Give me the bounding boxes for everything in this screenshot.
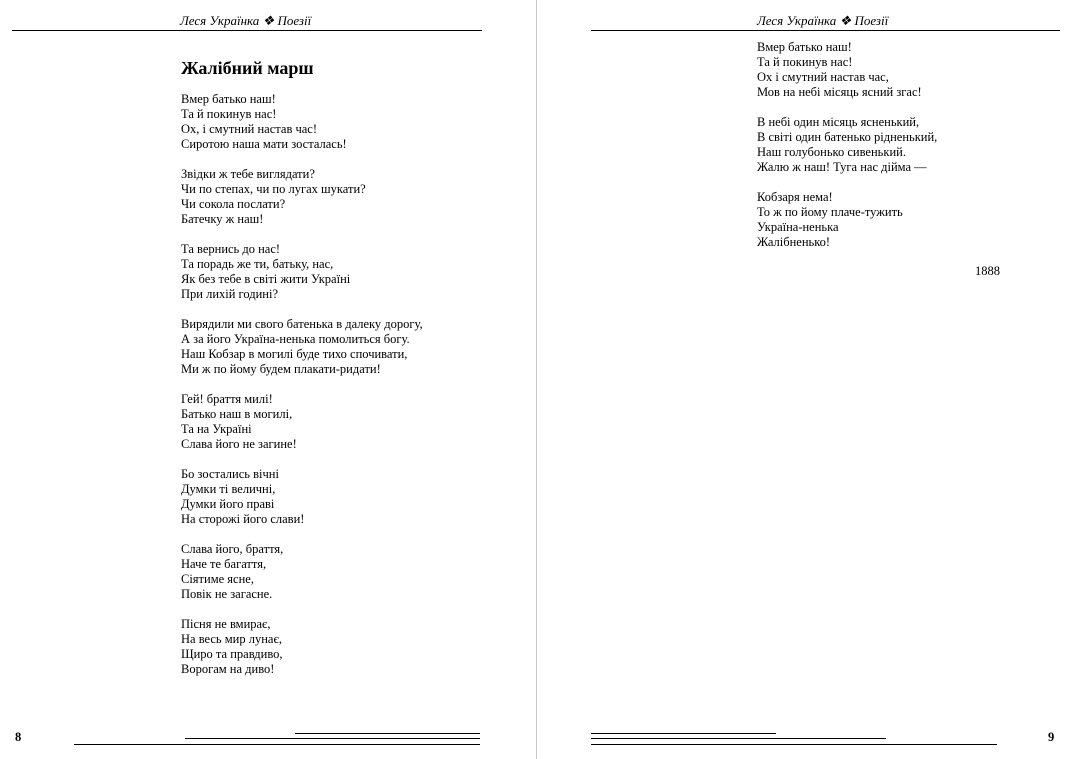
stanza — [181, 617, 423, 677]
verse-line: Наш Кобзар в могилі буде тихо спочивати, — [181, 347, 408, 361]
footer-rule-upper — [591, 733, 776, 734]
verse-line: Ох і смутний настав час, — [757, 70, 889, 84]
verse-line: Наче те багаття, — [181, 557, 267, 571]
stanza — [181, 542, 423, 602]
verse-line: Щиро та правдиво, — [181, 647, 283, 661]
left-page — [0, 0, 536, 759]
verse-line: Та порадь же ти, батьку, нас, — [181, 257, 334, 271]
verse-line: Бо зостались вічні — [181, 467, 279, 481]
verse-line: В світі один батенько рідненький, — [757, 130, 938, 144]
verse-line: Сиротою наша мати зосталась! — [181, 137, 347, 151]
verse-line: Ох, і смутний настав час! — [181, 122, 318, 136]
footer-rule-lower — [295, 738, 480, 739]
running-head: Леся Українка ❖ Поезії — [757, 13, 889, 28]
verse-line: Та й покинув нас! — [181, 107, 277, 121]
verse-line: Слава його не загине! — [181, 437, 297, 451]
verse-line: На сторожі його слави! — [181, 512, 305, 526]
page-number: 8 — [15, 730, 22, 744]
verse-line: Батечку ж наш! — [181, 212, 264, 226]
footer-rule-long — [591, 744, 997, 745]
footer-rule-lower — [591, 738, 886, 739]
stanza — [181, 467, 423, 527]
right-page — [537, 0, 1073, 759]
verse-line: Та на Україні — [181, 422, 252, 436]
verse-line: Україна-ненька — [757, 220, 839, 234]
verse-line: Звідки ж тебе виглядати? — [181, 167, 315, 181]
verse-line: То ж по йому плаче-тужить — [757, 205, 903, 219]
verse-line: Ворогам на диво! — [181, 662, 275, 676]
poem-title: Жалібний марш — [181, 58, 314, 78]
page-number: 9 — [1048, 730, 1055, 744]
verse-line: Вмер батько наш! — [757, 40, 852, 54]
verse-line: Наш голубонько сивенький. — [757, 145, 906, 159]
stanza — [181, 167, 423, 227]
poem-body — [181, 92, 423, 692]
verse-line: Чи сокола послати? — [181, 197, 286, 211]
footer-rule-long — [74, 744, 480, 745]
verse-line: Ми ж по йому будем плакати-ридати! — [181, 362, 381, 376]
verse-line: Пісня не вмирає, — [181, 617, 271, 631]
verse-line: Батько наш в могилі, — [181, 407, 293, 421]
stanza — [757, 115, 937, 175]
verse-line: Та вернись до нас! — [181, 242, 281, 256]
verse-line: Слава його, браття, — [181, 542, 284, 556]
verse-line: Гей! браття милі! — [181, 392, 273, 406]
verse-line: Кобзаря нема! — [757, 190, 833, 204]
verse-line: Вирядили ми свого батенька в далеку дорогу, — [181, 317, 423, 331]
verse-line: Як без тебе в світі жити Україні — [181, 272, 351, 286]
poem-body-continued — [757, 40, 937, 265]
verse-line: На весь мир лунає, — [181, 632, 282, 646]
verse-line: Та й покинув нас! — [757, 55, 853, 69]
poem-date: 1888 — [975, 264, 1000, 278]
stanza — [757, 190, 937, 250]
verse-line: Думки ті величні, — [181, 482, 276, 496]
verse-line: Жалю ж наш! Туга нас дійма — — [757, 160, 927, 174]
stanza — [181, 242, 423, 302]
footer-rule-short — [185, 738, 295, 739]
running-head: Леся Українка ❖ Поезії — [180, 13, 312, 28]
stanza — [181, 317, 423, 377]
stanza — [181, 92, 423, 152]
stanza — [181, 392, 423, 452]
verse-line: Жалібненько! — [757, 235, 831, 249]
verse-line: Мов на небі місяць ясний згас! — [757, 85, 922, 99]
verse-line: При лихій годині? — [181, 287, 279, 301]
verse-line: Повік не загасне. — [181, 587, 273, 601]
verse-line: Думки його праві — [181, 497, 275, 511]
header-rule — [12, 30, 482, 31]
verse-line: А за його Україна-ненька помолиться богу. — [181, 332, 410, 346]
verse-line: Чи по степах, чи по лугах шукати? — [181, 182, 366, 196]
header-rule — [591, 30, 1060, 31]
verse-line: Сіятиме ясне, — [181, 572, 254, 586]
verse-line: В небі один місяць ясненький, — [757, 115, 920, 129]
stanza — [757, 40, 937, 100]
footer-rule-upper — [295, 733, 480, 734]
verse-line: Вмер батько наш! — [181, 92, 276, 106]
